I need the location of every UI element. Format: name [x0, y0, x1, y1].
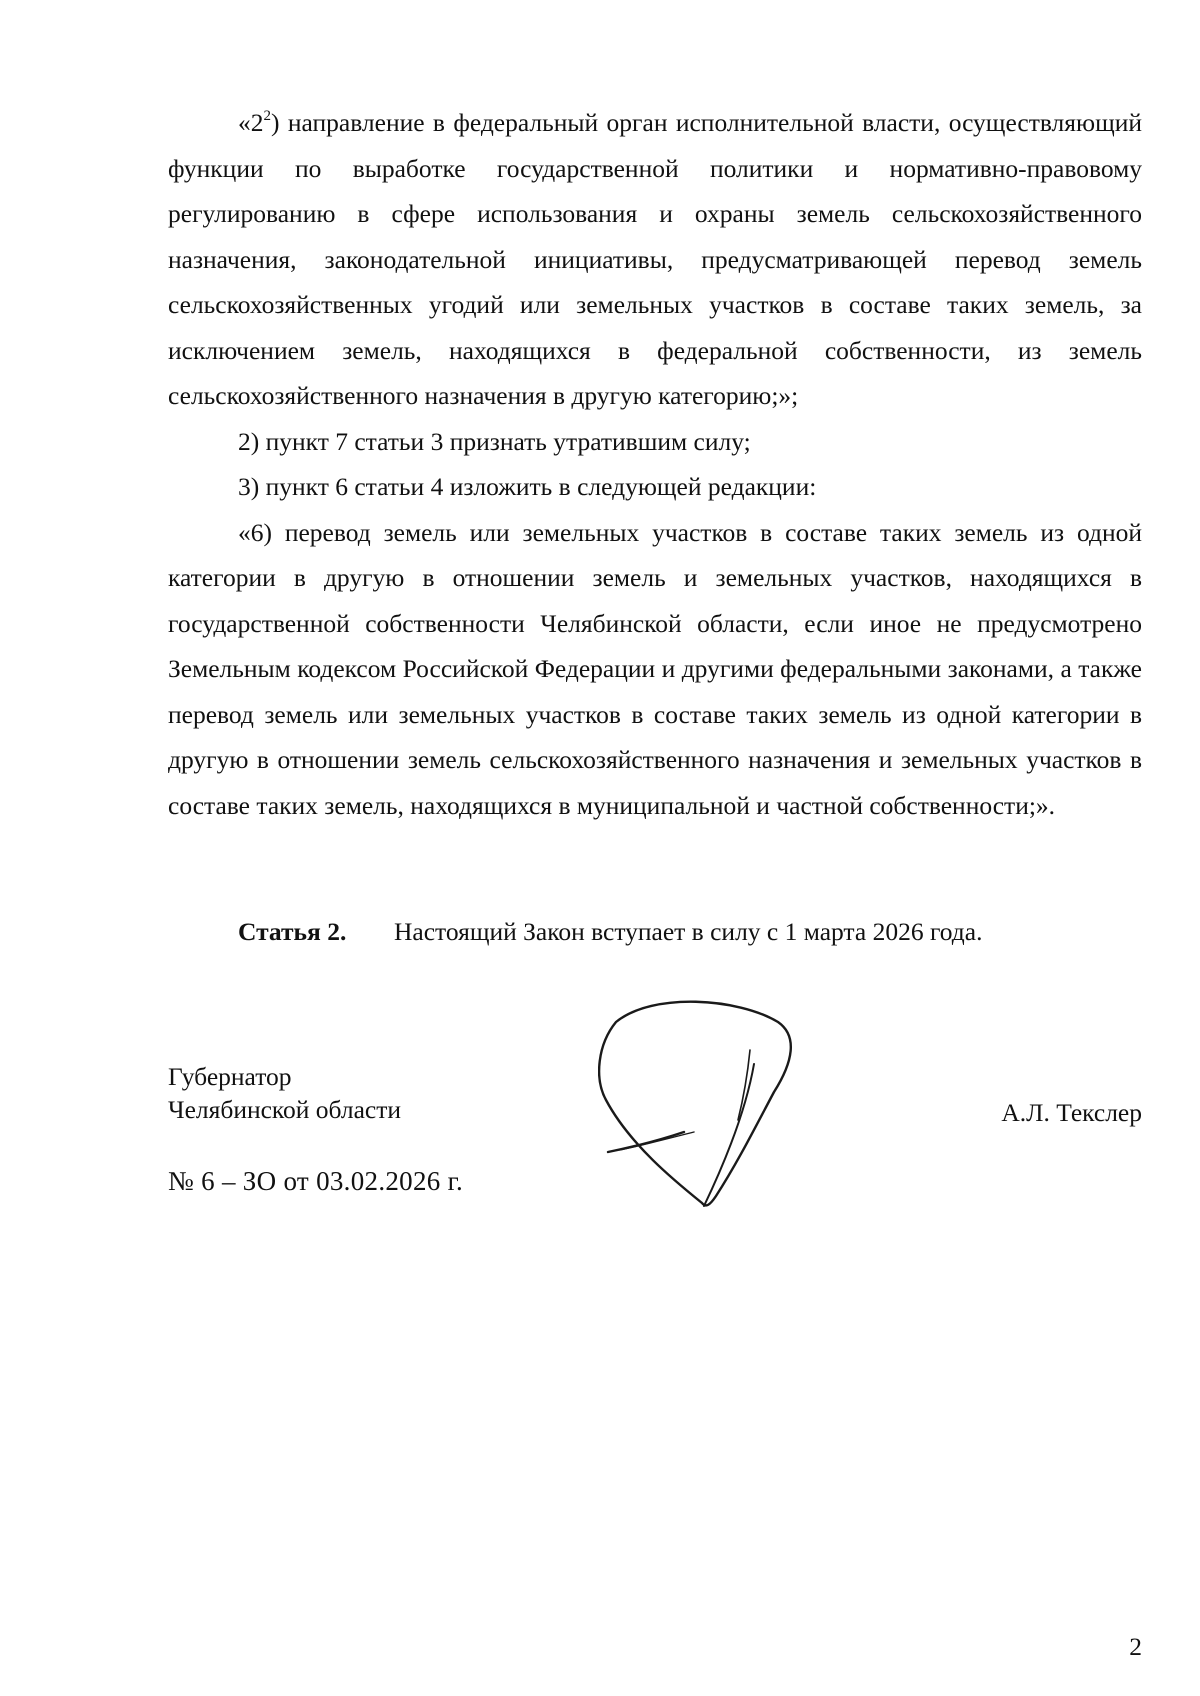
page-number: 2	[1129, 1632, 1142, 1661]
article-2	[238, 917, 982, 947]
position-line-2: Челябинской области	[168, 1095, 402, 1124]
position-line-1: Губернатор	[168, 1062, 292, 1091]
handwritten-signature	[598, 1000, 798, 1212]
law-number: № 6 – ЗО от 03.02.2026 г.	[168, 1166, 464, 1196]
signer-name: А.Л. Текслер	[1001, 1098, 1142, 1127]
superscript-index: 2	[263, 108, 271, 124]
law-text	[168, 100, 1142, 828]
paragraph-item-3: 3) пункт 6 статьи 4 изложить в следующей редакции:	[238, 472, 817, 501]
article-text: Настоящий Закон вступает в силу с 1 марта 2026 года.	[394, 917, 983, 946]
paragraph-amendment-6: «6) перевод земель или земельных участков в составе таких земель из одной категории в другую в отношении земель и земельных участков, находящихся в государственной собственности Челябинской области, если иное не предусмотрено Земельным кодексом Российской Федерации и другими федеральными законами, а также перевод земель или земельных участков в составе таких земель из одной категории в другую в отношении земель сельскохозяйственного назначения и земельных участков в составе таких земель, находящихся в муниципальной и частной собственности;».	[168, 517, 1142, 820]
article-label: Статья 2.	[238, 917, 347, 946]
paragraph-amendment-2-2: «$2^2$) направление в федеральный орган исполнительной власти, осуществляющий функции по выработке государственной политики и нормативно-правовому регулированию в сфере использования и охраны земель сельскохозяйственного назначения, законодательной инициативы, предусматривающей перевод земель сельскохозяйственных угодий или земельных участков в составе таких земель, за исключением земель, находящихся в федеральной собственности, из земель сельскохозяйственного назначения в другую категорию;»;	[168, 108, 1142, 410]
paragraph-item-2: 2) пункт 7 статьи 3 признать утратившим силу;	[238, 426, 751, 456]
governor-position	[168, 1060, 401, 1126]
